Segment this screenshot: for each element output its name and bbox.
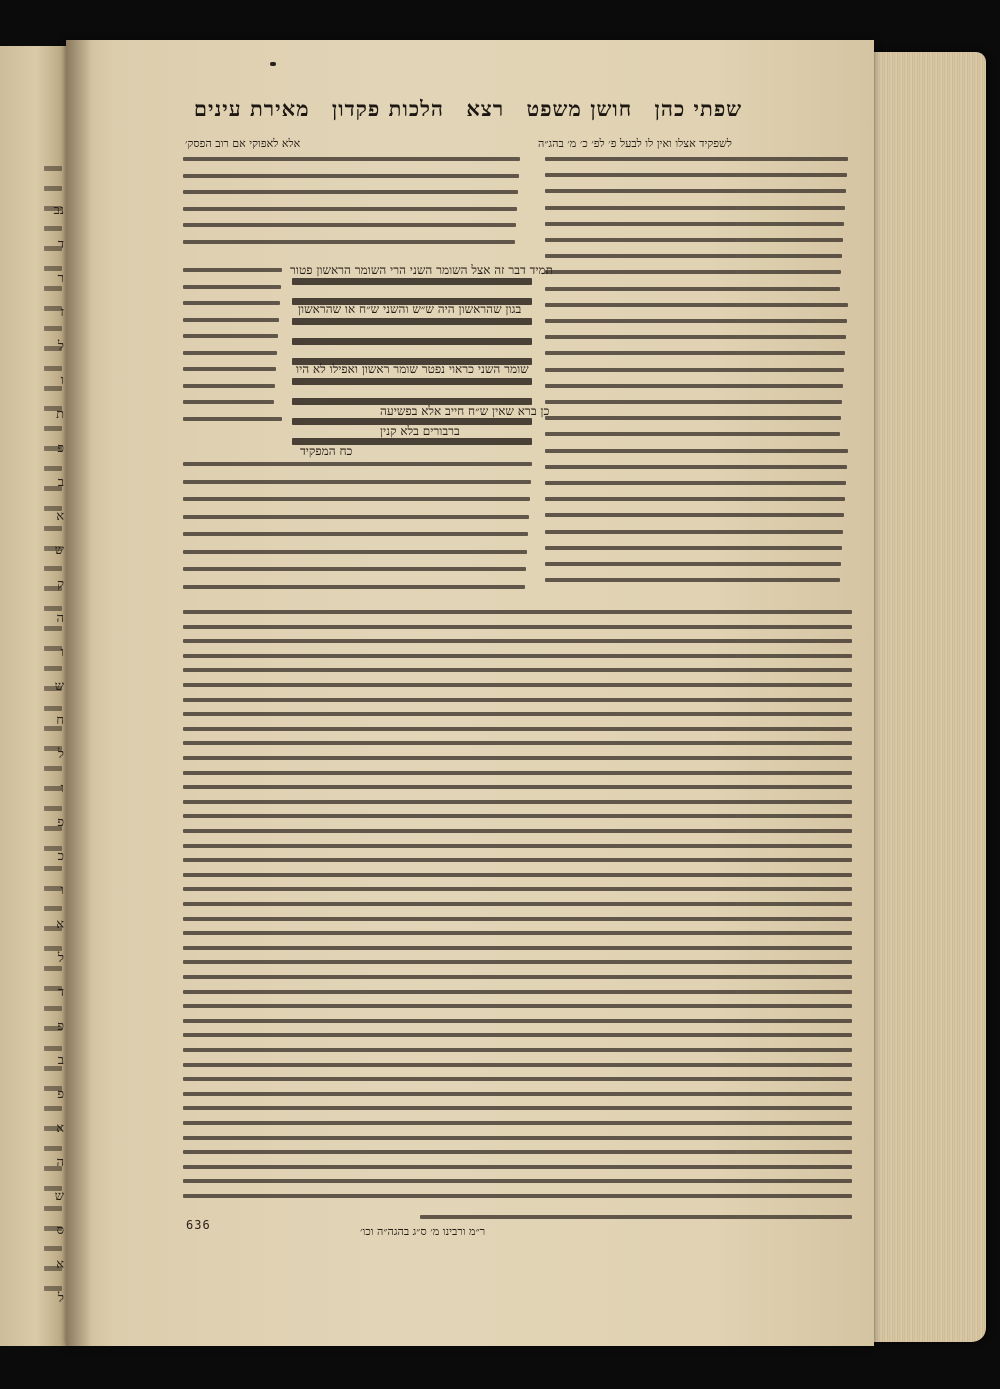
- sma-column-line: [183, 625, 852, 629]
- left-page-letter: נב: [53, 203, 64, 218]
- sma-column-line: [183, 668, 852, 672]
- main-text-line-6: כח המפקיד: [300, 444, 353, 458]
- sma-column-line: [183, 610, 852, 614]
- left-commentary-line: [183, 550, 527, 554]
- sma-column-line: [183, 1150, 852, 1154]
- left-commentary-line: [183, 334, 278, 338]
- left-commentary-line: [183, 532, 528, 536]
- sma-column-line: [183, 946, 852, 950]
- main-text-line-4: כן ברא שאין ש״ח חייב אלא בפשיעה: [380, 404, 550, 418]
- left-commentary-line: [183, 157, 520, 161]
- left-page-letter: ש: [54, 679, 64, 694]
- left-page-letter: כ: [57, 849, 64, 864]
- main-text-line-2: בגון שהראשון היה ש״ש והשני ש״ח או שהראשון: [298, 302, 522, 316]
- left-page-letter: ד: [57, 237, 64, 252]
- sma-column-line: [183, 814, 852, 818]
- left-page-letter: ל: [57, 339, 64, 354]
- left-commentary-line: [183, 497, 530, 501]
- sma-tail-line: ר״מ ורבינו מ׳ ס״ג בהגה״ה וכו׳: [360, 1225, 486, 1238]
- main-text-line-5: ברבורים בלא קנין: [380, 424, 460, 438]
- sma-column-line: [183, 654, 852, 658]
- left-commentary-line: [183, 417, 282, 421]
- main-text-line: [292, 318, 532, 325]
- left-page-letter: ד: [57, 985, 64, 1000]
- left-page-letter: ה: [56, 1155, 64, 1170]
- left-commentary-line: [183, 480, 531, 484]
- sma-column-line: [183, 1033, 852, 1037]
- page-edges: [868, 52, 986, 1342]
- sma-column-line: [183, 698, 852, 702]
- shach-column-line: [545, 578, 840, 582]
- left-commentary-line: [183, 268, 282, 272]
- sma-column-line: [183, 829, 852, 833]
- sma-column-line: [183, 1004, 852, 1008]
- sma-column-line: [183, 1077, 852, 1081]
- shach-column-line: [545, 400, 842, 404]
- left-commentary-line: [183, 240, 515, 244]
- left-page-letter: ר: [57, 271, 64, 286]
- shach-column-line: [545, 432, 840, 436]
- main-text-line: [292, 378, 532, 385]
- sma-column-line: [183, 1048, 852, 1052]
- left-commentary-line: [183, 515, 529, 519]
- sma-column-line: [183, 960, 852, 964]
- shach-column-line: [545, 254, 842, 258]
- main-text-line-3: שומר השני כראוי נפטר שומר ראשון ואפילו לא היו: [296, 362, 529, 376]
- shach-column-line: [545, 287, 840, 291]
- left-page-letter: ש: [54, 543, 64, 558]
- shach-column-line: [545, 206, 845, 210]
- left-page-letter: ז: [60, 305, 64, 320]
- sma-column-line: [183, 756, 852, 760]
- shach-column-line: [545, 189, 846, 193]
- sma-column-line: [183, 1092, 852, 1096]
- left-page-letter: ל: [57, 747, 64, 762]
- main-text-line-1: תמיד דבר זה אצל השומר השני הרי השומר הראשון פטור: [290, 263, 553, 277]
- left-page-letter: א: [56, 509, 64, 524]
- left-page-letter: ו: [60, 645, 64, 660]
- left-commentary-line: [183, 462, 532, 466]
- header-choshen-mishpat: חושן משפט: [526, 96, 633, 121]
- shach-column-line: [545, 303, 848, 307]
- left-page-letter: ת: [56, 407, 64, 422]
- shach-column-line: [545, 335, 846, 339]
- left-page-letter: ו: [60, 883, 64, 898]
- shach-column-line: [545, 562, 841, 566]
- left-commentary-line: [183, 207, 517, 211]
- sma-column-line: [183, 902, 852, 906]
- left-commentary-line: [183, 351, 277, 355]
- shach-column-line: [545, 319, 847, 323]
- left-commentary-line: [183, 190, 518, 194]
- sma-column-line: [183, 800, 852, 804]
- header-shach: שפתי כהן: [654, 96, 743, 121]
- shach-top-right-line: לשפקיד אצלו ואין לו לבעל פ׳ לפ׳ כ׳ מ׳ בהג״ה: [538, 137, 732, 150]
- sma-column-line: [183, 975, 852, 979]
- left-page-letter: ה: [56, 611, 64, 626]
- shach-column-line: [545, 351, 845, 355]
- sma-column-line: [183, 1106, 852, 1110]
- left-commentary-line: [183, 367, 276, 371]
- shach-column-line: [545, 530, 843, 534]
- left-page-letter: א: [56, 1257, 64, 1272]
- header-hilchot-pikadon: הלכות פקדון: [331, 96, 445, 121]
- left-commentary-line: [183, 318, 279, 322]
- left-page-letter: פ: [57, 1087, 64, 1102]
- left-page-letter: ל: [57, 1291, 64, 1306]
- shach-column-line: [545, 270, 841, 274]
- left-commentary-line: [183, 223, 516, 227]
- left-page-letter: פ: [57, 441, 64, 456]
- sma-column-line: [183, 1194, 852, 1198]
- shach-column-line: [545, 157, 848, 161]
- shach-column-line: [545, 449, 848, 453]
- shach-column-line: [545, 465, 847, 469]
- shach-column-line: [545, 497, 845, 501]
- left-commentary-line: [183, 384, 275, 388]
- left-commentary-line: [183, 174, 519, 178]
- sma-column-line: [183, 1121, 852, 1125]
- shach-top-left-line: אלא לאפוקי אם רוב הפסק׳: [185, 137, 301, 150]
- left-page-text-line: [44, 186, 62, 191]
- left-commentary-line: [183, 400, 274, 404]
- left-page-letter: ב: [57, 475, 64, 490]
- shach-column-line: [545, 368, 844, 372]
- left-page-letter: ו: [60, 373, 64, 388]
- sma-column-line: [183, 917, 852, 921]
- sma-column-line: [183, 771, 852, 775]
- sma-column-line: [183, 1063, 852, 1067]
- shach-column-line: [545, 238, 843, 242]
- left-page-text-line: [44, 166, 62, 171]
- left-page-letter: ב: [57, 1053, 64, 1068]
- folio-number: 636: [186, 1218, 211, 1232]
- shach-column-line: [545, 384, 843, 388]
- header-siman-number: רצא: [466, 96, 505, 121]
- sma-column-line: [183, 931, 852, 935]
- shach-column-line: [545, 481, 846, 485]
- left-page-column-letters: [42, 194, 64, 1316]
- left-page-letter: א: [56, 1121, 64, 1136]
- sma-column-line: [183, 1019, 852, 1023]
- sma-column-line: [183, 741, 852, 745]
- left-page-letter: ק: [57, 577, 64, 592]
- left-commentary-line: [183, 301, 280, 305]
- left-commentary-line: [183, 585, 525, 589]
- left-page-letter: ו: [60, 781, 64, 796]
- main-text-line: [292, 278, 532, 285]
- left-page-letter: פ: [57, 1019, 64, 1034]
- sma-column-line: [183, 712, 852, 716]
- left-page-letter: ס: [56, 1223, 64, 1238]
- sma-column-line: [183, 990, 852, 994]
- sma-column-line: [183, 844, 852, 848]
- left-commentary-line: [183, 567, 526, 571]
- shach-column-line: [545, 173, 847, 177]
- page-gutter-shadow: [66, 40, 92, 1346]
- header-meirat-einayim: מאירת עינים: [193, 96, 310, 121]
- left-page-letter: פ: [57, 815, 64, 830]
- sma-column-line: [183, 873, 852, 877]
- left-page-letter: א: [56, 917, 64, 932]
- left-page-letter: ח: [56, 713, 64, 728]
- sma-column-line: [183, 1136, 852, 1140]
- shach-column-line: [545, 416, 841, 420]
- sma-column-line: [183, 887, 852, 891]
- sma-column-line: [183, 785, 852, 789]
- running-header: [168, 96, 768, 130]
- sma-column-line: [183, 858, 852, 862]
- sma-column-line: [183, 683, 852, 687]
- main-text-line: [292, 338, 532, 345]
- sma-column-line: [183, 639, 852, 643]
- shach-column-line: [545, 222, 844, 226]
- sma-column-line: [183, 1165, 852, 1169]
- sma-column-line: [183, 1179, 852, 1183]
- left-commentary-line: [183, 285, 281, 289]
- top-ornament: [270, 62, 276, 66]
- sma-column-line: [420, 1215, 852, 1219]
- shach-column-line: [545, 513, 844, 517]
- left-page-letter: ל: [57, 951, 64, 966]
- shach-column-line: [545, 546, 842, 550]
- left-page-fragment: [0, 46, 66, 1346]
- left-page-letter: ש: [54, 1189, 64, 1204]
- sma-column-line: [183, 727, 852, 731]
